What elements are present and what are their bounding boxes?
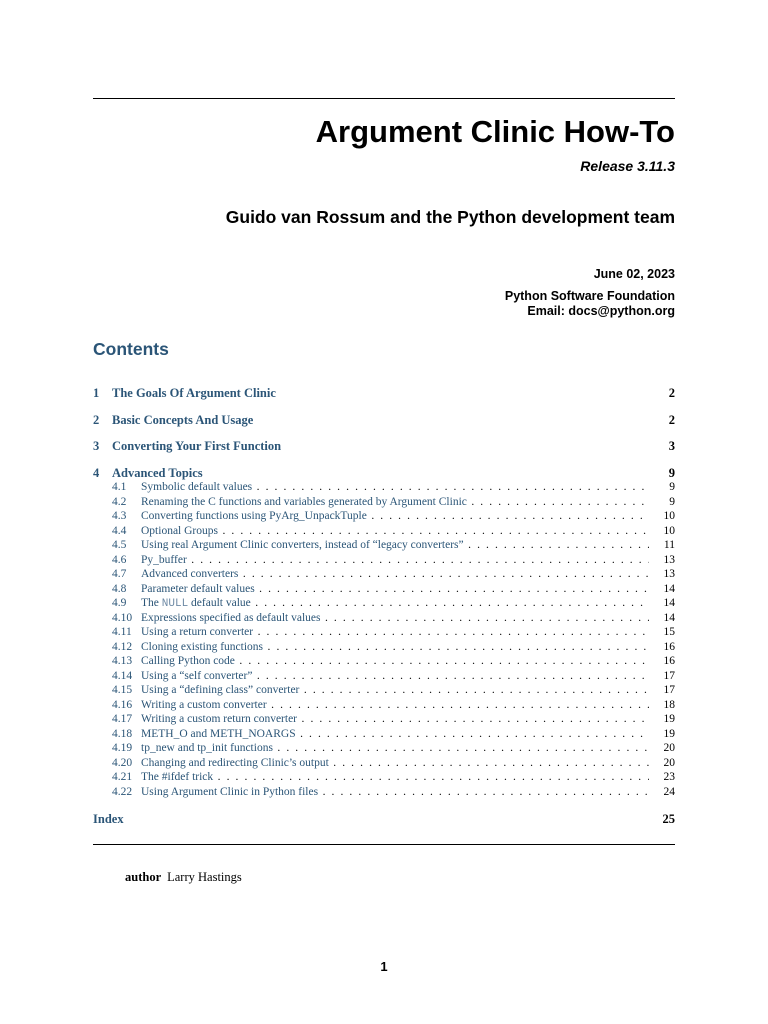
- toc-section-link[interactable]: The NULL default value . . .: [141, 596, 649, 612]
- toc-section-link[interactable]: Symbolic default values . . .: [141, 480, 649, 495]
- toc-section[interactable]: [93, 582, 675, 597]
- author-value: Larry Hastings: [167, 870, 242, 884]
- toc-chapter-link[interactable]: Advanced Topics: [112, 466, 203, 480]
- toc-section-link[interactable]: Cloning existing functions . . .: [141, 640, 649, 655]
- toc-section-page: 24: [663, 785, 675, 798]
- toc-section[interactable]: [93, 524, 675, 539]
- toc-section[interactable]: [93, 654, 675, 669]
- toc-section-page: 15: [663, 626, 675, 638]
- toc-chapter[interactable]: [93, 385, 675, 401]
- document-title: Argument Clinic How-To: [315, 114, 675, 149]
- toc-section-link[interactable]: Writing a custom return converter . . .: [141, 712, 649, 727]
- toc-section-page: 20: [663, 742, 675, 754]
- toc-section-link[interactable]: Using a return converter . . .: [141, 625, 649, 640]
- toc-chapter-number: 1: [93, 386, 100, 400]
- top-rule: [93, 98, 675, 99]
- toc-section-page: 23: [663, 771, 675, 783]
- toc-section-link[interactable]: Calling Python code . . .: [141, 654, 649, 669]
- toc-section-page: 20: [663, 756, 675, 769]
- toc-section-number: 4.4: [112, 524, 127, 537]
- toc-section-number: 4.17: [112, 713, 133, 725]
- toc-section-link[interactable]: Converting functions using PyArg_UnpackTuple . . .: [141, 509, 649, 524]
- null-code-literal: NULL: [161, 598, 189, 610]
- toc-section-number: 4.22: [112, 785, 133, 798]
- author-field: [125, 870, 242, 885]
- toc-section-number: 4.14: [112, 669, 133, 682]
- toc-section-page: 14: [663, 582, 675, 595]
- toc-section-page: 13: [663, 568, 675, 580]
- toc-chapter-number: 2: [93, 413, 100, 427]
- toc-section-link[interactable]: tp_new and tp_init functions . . .: [141, 741, 649, 756]
- toc-section-link[interactable]: Parameter default values . . .: [141, 582, 649, 597]
- toc-section-link[interactable]: Using a “defining class” converter . . .: [141, 683, 649, 698]
- toc-section-number: 4.20: [112, 756, 133, 769]
- toc-section-link[interactable]: Renaming the C functions and variables generated by Argument Clinic . . .: [141, 495, 649, 510]
- toc-section-page: 18: [663, 698, 675, 711]
- toc-section[interactable]: [93, 625, 675, 640]
- toc-chapter-page: 2: [668, 386, 675, 400]
- toc-section-link[interactable]: Expressions specified as default values . . .: [141, 611, 649, 626]
- toc-section[interactable]: [93, 640, 675, 655]
- toc-section[interactable]: [93, 611, 675, 626]
- toc-chapter[interactable]: [93, 412, 675, 428]
- organization: Python Software Foundation: [504, 289, 675, 303]
- toc-section[interactable]: [93, 567, 675, 582]
- toc-section[interactable]: [93, 596, 675, 611]
- toc-section[interactable]: [93, 480, 675, 495]
- toc-section-page: 10: [663, 524, 675, 537]
- toc-section-page: 16: [663, 655, 675, 667]
- toc-chapter-page: 3: [668, 439, 675, 453]
- toc-section[interactable]: [93, 756, 675, 771]
- toc-section-page: 11: [663, 539, 675, 551]
- toc-section-page: 19: [663, 713, 675, 725]
- toc-section[interactable]: [93, 712, 675, 727]
- toc-index-page: 25: [662, 812, 675, 826]
- toc-chapter-number: 4: [93, 466, 100, 480]
- toc-section-link[interactable]: Optional Groups . . .: [141, 524, 649, 539]
- toc-section-page: 19: [663, 727, 675, 740]
- toc-chapter[interactable]: [93, 438, 675, 454]
- toc-section-link[interactable]: Changing and redirecting Clinic’s output . . .: [141, 756, 649, 771]
- toc-section-page: 13: [663, 553, 675, 566]
- toc-section-number: 4.2: [112, 495, 127, 508]
- toc-section[interactable]: [93, 538, 675, 553]
- page-number: 1: [380, 959, 388, 974]
- toc-section[interactable]: [93, 785, 675, 800]
- toc-section[interactable]: [93, 698, 675, 713]
- release-version: Release 3.11.3: [580, 158, 675, 174]
- toc-section[interactable]: [93, 727, 675, 742]
- toc-section-page: 9: [669, 495, 675, 508]
- toc-section-number: 4.19: [112, 742, 133, 754]
- toc-section-link[interactable]: METH_O and METH_NOARGS . . .: [141, 727, 649, 742]
- toc-section-page: 17: [663, 684, 675, 696]
- publication-date: June 02, 2023: [593, 267, 675, 281]
- toc-index-link[interactable]: Index: [93, 812, 124, 826]
- toc-section-number: 4.7: [112, 568, 127, 580]
- toc-chapter[interactable]: [93, 465, 675, 481]
- toc-section[interactable]: [93, 770, 675, 785]
- toc-section[interactable]: [93, 669, 675, 684]
- toc-section[interactable]: [93, 553, 675, 568]
- toc-section-page: 17: [663, 669, 675, 682]
- toc-section[interactable]: [93, 741, 675, 756]
- toc-section-number: 4.21: [112, 771, 133, 783]
- toc-section-number: 4.6: [112, 553, 127, 566]
- toc-section[interactable]: [93, 495, 675, 510]
- toc-section-number: 4.15: [112, 684, 133, 696]
- toc-section-number: 4.10: [112, 611, 133, 624]
- toc-chapter-link[interactable]: The Goals Of Argument Clinic: [112, 386, 276, 400]
- toc-chapter-page: 2: [668, 413, 675, 427]
- toc-section[interactable]: [93, 683, 675, 698]
- toc-chapter-page: 9: [668, 466, 675, 480]
- contents-heading: Contents: [93, 339, 169, 359]
- toc-chapter-link[interactable]: Converting Your First Function: [112, 439, 282, 453]
- toc-section-number: 4.1: [112, 481, 127, 493]
- toc-section-page: 9: [669, 481, 675, 493]
- toc-section-link[interactable]: Using Argument Clinic in Python files . . .: [141, 785, 649, 800]
- toc-section-number: 4.8: [112, 582, 127, 595]
- toc-section-link[interactable]: Py_buffer . . .: [141, 553, 649, 568]
- contact-email: Email: docs@python.org: [527, 304, 675, 318]
- document-authors: Guido van Rossum and the Python development team: [225, 207, 675, 227]
- toc-section-link[interactable]: Advanced converters . . .: [141, 567, 649, 582]
- toc-section-link[interactable]: The #ifdef trick . . .: [141, 770, 649, 785]
- author-key: author: [125, 870, 162, 884]
- toc-chapter-link[interactable]: Basic Concepts And Usage: [112, 413, 254, 427]
- toc-section-number: 4.3: [112, 510, 127, 522]
- toc-section-page: 16: [663, 640, 675, 653]
- toc-section-number: 4.9: [112, 597, 127, 609]
- toc-index[interactable]: [93, 811, 675, 827]
- toc-chapter-number: 3: [93, 439, 100, 453]
- toc-section-number: 4.18: [112, 727, 133, 740]
- bottom-rule: [93, 844, 675, 845]
- toc-section-page: 14: [663, 597, 675, 609]
- toc-section-link[interactable]: Using real Argument Clinic converters, instead of “legacy converters” . . .: [141, 538, 649, 553]
- toc-section-page: 10: [663, 510, 675, 522]
- toc-section[interactable]: [93, 509, 675, 524]
- toc-section-page: 14: [663, 611, 675, 624]
- toc-section-number: 4.11: [112, 626, 132, 638]
- toc-section-number: 4.12: [112, 640, 133, 653]
- toc-section-link[interactable]: Using a “self converter” . . .: [141, 669, 649, 684]
- toc-section-number: 4.5: [112, 539, 127, 551]
- toc-section-number: 4.16: [112, 698, 133, 711]
- toc-section-link[interactable]: Writing a custom converter . . .: [141, 698, 649, 713]
- toc-section-number: 4.13: [112, 655, 133, 667]
